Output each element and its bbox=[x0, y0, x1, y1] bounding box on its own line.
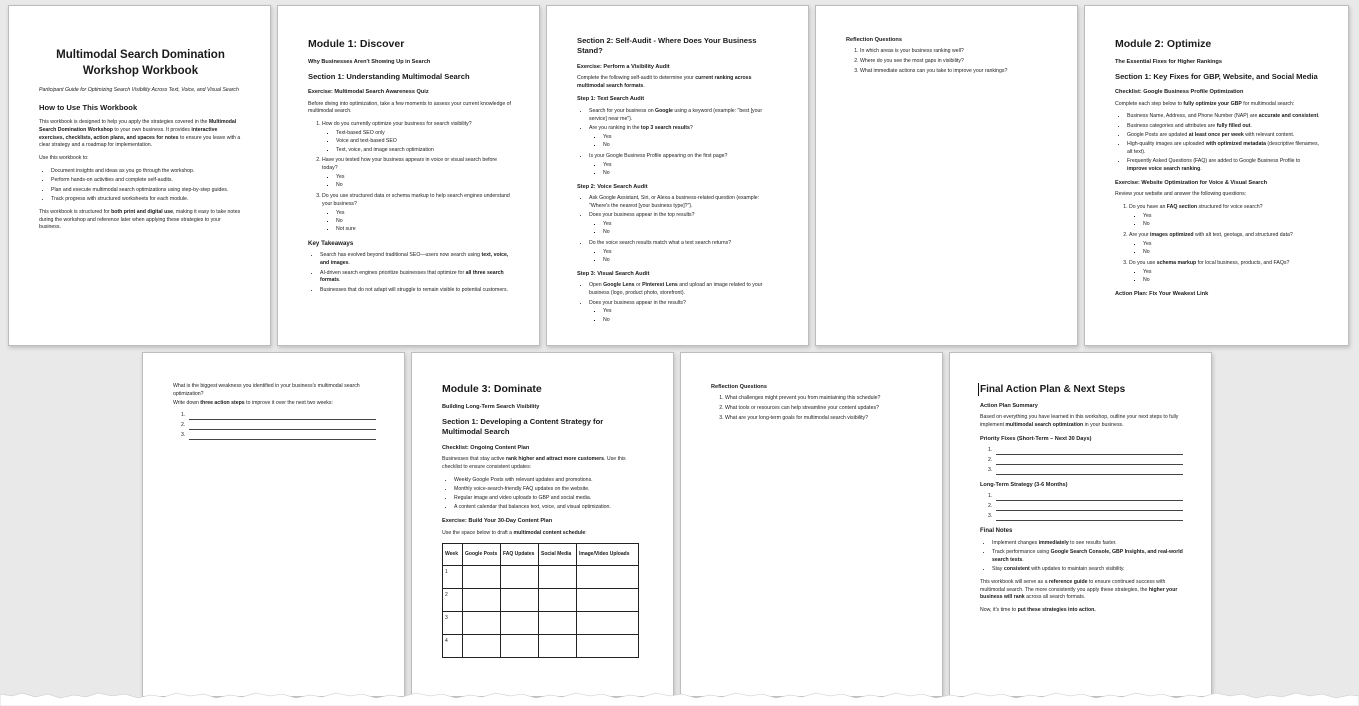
list-item bbox=[589, 108, 780, 124]
question-text: Do you use structured data or schema markup to help search engines understand your business? bbox=[322, 193, 510, 207]
text: Do the voice search results match what a text search returns? bbox=[589, 240, 732, 247]
column-header: Week bbox=[443, 544, 463, 566]
bold-text: consistent bbox=[1003, 565, 1030, 572]
table-cell[interactable] bbox=[463, 589, 501, 612]
quiz-question bbox=[322, 193, 511, 234]
write-line[interactable] bbox=[988, 493, 1183, 501]
write-line[interactable] bbox=[181, 432, 376, 440]
text: to see results faster. bbox=[1068, 539, 1117, 546]
text: ? bbox=[689, 124, 693, 131]
bold-text: schema markup bbox=[1156, 260, 1197, 267]
table-cell[interactable] bbox=[539, 635, 577, 658]
page-2-module-1 bbox=[277, 5, 540, 346]
table-cell[interactable] bbox=[539, 612, 577, 635]
list-item bbox=[1127, 113, 1320, 121]
list-item bbox=[992, 540, 1183, 548]
week-cell: 4 bbox=[443, 635, 463, 658]
text: for multimodal search: bbox=[1241, 100, 1295, 107]
table-cell[interactable] bbox=[463, 635, 501, 658]
reflection-heading: Reflection Questions bbox=[711, 384, 767, 390]
text: in your business. bbox=[1083, 422, 1124, 429]
list-item: • Track progress with structured worksheets for each module. bbox=[51, 196, 242, 204]
list-item bbox=[589, 212, 780, 237]
list-item: • A content calendar that balances text, voice, and visual optimization. bbox=[454, 504, 645, 512]
text: Complete each step below to bbox=[1115, 100, 1184, 107]
week-cell: 2 bbox=[443, 589, 463, 612]
bold-text: rank higher and attract more customers bbox=[506, 455, 605, 462]
write-line[interactable] bbox=[988, 457, 1183, 465]
page-8-reflection bbox=[680, 352, 943, 697]
option: ▪ No bbox=[1143, 249, 1320, 257]
audit-intro bbox=[577, 75, 780, 91]
table-header-row bbox=[443, 544, 639, 566]
step-2-list bbox=[589, 195, 780, 265]
write-line[interactable] bbox=[988, 467, 1183, 475]
text: . bbox=[1318, 113, 1320, 120]
option: ▪ Text, voice, and image search optimization bbox=[336, 147, 511, 155]
key-takeaways-heading: Key Takeaways bbox=[308, 240, 354, 248]
column-header: FAQ Updates bbox=[501, 544, 539, 566]
option-list bbox=[603, 162, 780, 178]
outro-paragraph bbox=[39, 209, 242, 232]
text: to ensure continued success with multimodal search. The more consistently you apply these strategies, the bbox=[980, 578, 1166, 593]
text: and upload an image related to your business (logo, product photo, storefront). bbox=[589, 282, 763, 297]
option: ▪ No bbox=[603, 142, 780, 150]
text: with updates to maintain search visibility. bbox=[1029, 565, 1125, 572]
option-list bbox=[603, 308, 780, 324]
option: ▪ Yes bbox=[603, 162, 780, 170]
text: Google Posts are updated bbox=[1127, 132, 1189, 139]
list-item bbox=[589, 153, 780, 178]
workbook-title: Multimodal Search Domination Workshop Workbook bbox=[56, 49, 225, 77]
question-text: Have you tested how your business appears in voice or visual search before today? bbox=[322, 157, 498, 172]
text: Stay bbox=[992, 565, 1004, 572]
text: Does your business appear in the results? bbox=[589, 299, 686, 306]
text: AI-driven search engines prioritize businesses that optimize for bbox=[320, 269, 466, 276]
takeaways-list bbox=[320, 252, 511, 294]
page-6-action-steps bbox=[142, 352, 405, 697]
option: ▪ No bbox=[1143, 277, 1320, 285]
column-header: Image/Video Uploads bbox=[577, 544, 639, 566]
list-item bbox=[1127, 132, 1320, 140]
list-item: 2. Where do you see the most gaps in visibility? bbox=[860, 58, 1049, 66]
list-item bbox=[589, 282, 780, 298]
bold-text: with optimized metadata bbox=[1205, 141, 1266, 148]
module-2-title: Module 2: Optimize bbox=[1115, 38, 1212, 50]
column-header: Google Posts bbox=[463, 544, 501, 566]
text: Now, it's time to bbox=[980, 607, 1018, 614]
step-3-list bbox=[589, 282, 780, 324]
page-1-cover bbox=[8, 5, 271, 346]
text: , making it easy to take notes during the workshop and reference later when applying these strategies to your business. bbox=[39, 208, 241, 231]
step-2-title: Step 2: Voice Search Audit bbox=[577, 183, 648, 190]
text: . Use this checklist to ensure consistent updates: bbox=[442, 455, 626, 470]
table-row bbox=[443, 635, 639, 658]
priority-heading: Priority Fixes (Short-Term – Next 30 Days) bbox=[980, 435, 1092, 442]
section-title: Section 2: Self-Audit - Where Does Your Business Stand? bbox=[577, 36, 757, 56]
module-3-tagline: Building Long-Term Search Visibility bbox=[442, 403, 540, 410]
blank-line bbox=[189, 424, 376, 430]
reflection-heading: Reflection Questions bbox=[846, 37, 902, 43]
bold-text: fully filled out bbox=[1216, 122, 1251, 129]
bold-text: current ranking across multimodal search formats bbox=[577, 74, 752, 89]
write-line[interactable] bbox=[988, 503, 1183, 511]
priority-lines bbox=[988, 447, 1183, 474]
checklist-title: Checklist: Ongoing Content Plan bbox=[442, 444, 530, 451]
final-notes-heading: Final Notes bbox=[980, 527, 1013, 534]
list-item bbox=[589, 125, 780, 150]
bold-text: both print and digital use bbox=[111, 208, 174, 215]
exercise-title: Exercise: Perform a Visibility Audit bbox=[577, 63, 670, 70]
option: ▪ Voice and text-based SEO bbox=[336, 138, 511, 146]
content-checklist bbox=[454, 477, 645, 513]
text: Complete the following self-audit to determine your bbox=[577, 74, 696, 81]
blank-line bbox=[996, 515, 1183, 521]
option-list bbox=[603, 221, 780, 237]
bold-text: higher your business will rank bbox=[980, 586, 1178, 601]
list-item: • Perform hands-on activities and complete self-audits. bbox=[51, 177, 242, 185]
list-item: • Regular image and video uploads to GBP and social media. bbox=[454, 495, 645, 503]
text: or bbox=[634, 282, 643, 289]
review-intro: Review your website and answer the following questions: bbox=[1115, 191, 1247, 198]
table-cell[interactable] bbox=[501, 635, 539, 658]
module-3-title: Module 3: Dominate bbox=[442, 383, 542, 395]
gbp-checklist bbox=[1127, 113, 1320, 174]
list-item: 3. What are your long-term goals for multimodal search visibility? bbox=[725, 415, 914, 423]
option-list bbox=[336, 130, 511, 154]
list-item bbox=[589, 300, 780, 325]
weakness-question: What is the biggest weakness you identified in your business's multimodal search optimization? bbox=[173, 383, 360, 397]
list-item bbox=[1127, 141, 1320, 157]
option: ▪ Yes bbox=[603, 134, 780, 142]
summary-heading: Action Plan Summary bbox=[980, 403, 1038, 409]
bold-text: multimodal content schedule bbox=[513, 529, 586, 536]
bold-text: top 3 search results bbox=[640, 124, 690, 131]
text: High-quality images are uploaded bbox=[1127, 141, 1206, 148]
text: . bbox=[1200, 166, 1202, 173]
text: . bbox=[348, 260, 350, 267]
exercise-title: Exercise: Website Optimization for Voice & Visual Search bbox=[1115, 180, 1268, 187]
step-3-title: Step 3: Visual Search Audit bbox=[577, 271, 650, 278]
section-title: Section 1: Key Fixes for GBP, Website, and Social Media bbox=[1115, 72, 1318, 82]
action-plan-title: Action Plan: Fix Your Weakest Link bbox=[1115, 290, 1209, 297]
list-item bbox=[1127, 158, 1320, 174]
schedule-intro bbox=[442, 530, 645, 538]
page-4-reflection bbox=[815, 5, 1078, 346]
bold-text: Google Lens bbox=[603, 282, 635, 289]
table-row bbox=[443, 589, 639, 612]
line-number: 3. bbox=[181, 431, 186, 438]
bold-text: images optimized bbox=[1150, 232, 1194, 239]
text: Write down bbox=[173, 399, 201, 406]
column-header: Social Media bbox=[539, 544, 577, 566]
option: ▪ No bbox=[603, 229, 780, 237]
table-cell[interactable] bbox=[539, 589, 577, 612]
table-row bbox=[443, 566, 639, 589]
table-cell[interactable] bbox=[501, 589, 539, 612]
blank-line bbox=[996, 495, 1183, 501]
checklist-title: Checklist: Google Business Profile Optimization bbox=[1115, 89, 1244, 96]
text: for local business, products, and FAQs? bbox=[1196, 260, 1290, 267]
page-7-module-3 bbox=[411, 352, 674, 697]
section-title: Section 1: Developing a Content Strategy for Multimodal Search bbox=[442, 417, 604, 437]
quiz-intro: Before diving into optimization, take a few moments to assess your current knowledge of multimodal search. bbox=[308, 100, 511, 115]
line-number: 1. bbox=[988, 447, 993, 454]
longterm-lines bbox=[988, 493, 1183, 520]
text: . bbox=[1250, 122, 1252, 129]
blank-line bbox=[996, 449, 1183, 455]
workbook-subtitle: Participant Guide for Optimizing Search Visibility Across Text, Voice, and Visual Search bbox=[39, 87, 239, 94]
option: ▪ Yes bbox=[603, 221, 780, 229]
content-plan-table bbox=[442, 543, 639, 658]
module-1-tagline: Why Businesses Aren't Showing Up in Search bbox=[308, 58, 431, 65]
bold-text: Google Search Console, GBP Insights, and real-world search tests bbox=[992, 548, 1183, 563]
text: Business Name, Address, and Phone Number (NAP) are bbox=[1127, 113, 1259, 120]
list-item bbox=[992, 566, 1183, 574]
option-list bbox=[1143, 241, 1320, 257]
option: ▪ No bbox=[336, 218, 511, 226]
intro-paragraph bbox=[39, 119, 242, 150]
list-item: 3. What immediate actions can you take to improve your rankings? bbox=[860, 68, 1049, 76]
write-line[interactable] bbox=[181, 422, 376, 430]
text: Search for your business on bbox=[589, 107, 656, 114]
option: ▪ Yes bbox=[1143, 213, 1320, 221]
text: with alt text, geotags, and structured data? bbox=[1193, 232, 1293, 239]
write-line[interactable] bbox=[988, 513, 1183, 521]
list-item: • Ask Google Assistant, Siri, or Alexa a business-related question (example: "Where's the nearest [your business type]?"). bbox=[589, 195, 780, 211]
module-2-tagline: The Essential Fixes for Higher Rankings bbox=[1115, 58, 1222, 65]
text: to your own business. It provides bbox=[112, 126, 192, 133]
checklist-intro bbox=[1115, 101, 1320, 109]
use-list bbox=[51, 168, 242, 204]
list-item bbox=[320, 252, 511, 268]
table-cell[interactable] bbox=[577, 566, 639, 589]
list-item bbox=[589, 240, 780, 265]
line-number: 2. bbox=[988, 457, 993, 464]
text: Are you ranking in the bbox=[589, 124, 641, 131]
bold-text: improve voice search ranking bbox=[1127, 166, 1201, 173]
list-item bbox=[992, 549, 1183, 565]
bold-text: fully optimize your GBP bbox=[1183, 100, 1242, 107]
action-steps-lines bbox=[181, 412, 376, 439]
text: This workbook will serve as a bbox=[980, 578, 1049, 585]
list-item: 1. What challenges might prevent you from maintaining this schedule? bbox=[725, 395, 914, 403]
list-item: • Weekly Google Posts with relevant updates and promotions. bbox=[454, 477, 645, 485]
line-number: 1. bbox=[181, 412, 186, 419]
line-number: 3. bbox=[988, 512, 993, 519]
text: Based on everything you have learned in this workshop, outline your next steps to fully implement bbox=[980, 414, 1179, 429]
text: Do you use bbox=[1129, 260, 1157, 267]
use-label: Use this workbook to: bbox=[39, 155, 89, 162]
step-1-list bbox=[589, 108, 780, 178]
reflection-list bbox=[860, 48, 1049, 75]
list-item bbox=[1127, 123, 1320, 131]
table-cell[interactable] bbox=[577, 635, 639, 658]
bold-text: Multimodal Search Domination Workshop bbox=[39, 119, 237, 133]
write-line[interactable] bbox=[181, 412, 376, 420]
option-list bbox=[603, 249, 780, 265]
final-plan-title: Final Action Plan & Next Steps bbox=[978, 383, 1183, 396]
option-list bbox=[603, 134, 780, 150]
text: to improve it over the next two weeks: bbox=[244, 399, 333, 406]
bold-text: Google bbox=[655, 107, 673, 114]
option: ▪ No bbox=[603, 317, 780, 325]
text: . bbox=[643, 82, 645, 89]
option: ▪ Yes bbox=[336, 174, 511, 182]
text: (descriptive filenames, alt text). bbox=[1127, 141, 1320, 156]
text: Frequently Asked Questions (FAQ) are added to Google Business Profile to bbox=[1127, 158, 1301, 165]
bold-text: FAQ section bbox=[1166, 204, 1198, 211]
text: Track performance using bbox=[992, 548, 1051, 555]
line-number: 2. bbox=[988, 502, 993, 509]
list-item bbox=[1129, 232, 1320, 257]
table-cell[interactable] bbox=[539, 566, 577, 589]
write-line[interactable] bbox=[988, 447, 1183, 455]
table-cell[interactable] bbox=[577, 589, 639, 612]
list-item: • Businesses that do not adapt will struggle to remain visible to potential customers. bbox=[320, 287, 511, 295]
table-cell[interactable] bbox=[463, 612, 501, 635]
text: Does your business appear in the top results? bbox=[589, 212, 695, 219]
bold-text: immediately bbox=[1038, 539, 1069, 546]
text: Implement changes bbox=[992, 539, 1039, 546]
closing-paragraph bbox=[980, 607, 1183, 615]
list-item: • Plan and execute multimodal search optimizations using step-by-step guides. bbox=[51, 187, 242, 195]
page-5-module-2 bbox=[1084, 5, 1349, 346]
text: . bbox=[339, 277, 341, 284]
bold-text: reference guide bbox=[1048, 578, 1088, 585]
text: Search has evolved beyond traditional SEO—users now search using bbox=[320, 252, 482, 259]
text: Businesses that stay active bbox=[442, 455, 507, 462]
blank-line bbox=[189, 434, 376, 440]
summary-intro bbox=[980, 414, 1183, 430]
table-cell[interactable] bbox=[501, 612, 539, 635]
text: structured for voice search? bbox=[1197, 204, 1263, 211]
option: ▪ Yes bbox=[1143, 241, 1320, 249]
list-item: 2. What tools or resources can help streamline your content updates? bbox=[725, 405, 914, 413]
table-cell[interactable] bbox=[463, 566, 501, 589]
page-3-self-audit bbox=[546, 5, 809, 346]
list-item: 1. In which areas is your business ranking well? bbox=[860, 48, 1049, 56]
text: . bbox=[1022, 556, 1024, 563]
option-list bbox=[336, 210, 511, 234]
text: This workbook is designed to help you apply the strategies covered in the bbox=[39, 119, 209, 126]
blank-line bbox=[996, 469, 1183, 475]
list-item: • Monthly voice-search-friendly FAQ updates on the website. bbox=[454, 486, 645, 494]
action-steps-prompt bbox=[173, 400, 376, 408]
module-1-title: Module 1: Discover bbox=[308, 38, 405, 50]
option: ▪ Yes bbox=[336, 210, 511, 218]
week-cell: 1 bbox=[443, 566, 463, 589]
bold-text: text, voice, and images bbox=[320, 252, 509, 267]
option-list bbox=[1143, 269, 1320, 285]
blank-line bbox=[996, 505, 1183, 511]
quiz-question bbox=[322, 121, 511, 154]
line-number: 1. bbox=[988, 493, 993, 500]
bold-text: put these strategies into action. bbox=[1017, 607, 1096, 614]
text: Is your Google Business Profile appearing on the first page? bbox=[589, 152, 728, 159]
text: Do you have an bbox=[1129, 204, 1167, 211]
final-notes-list bbox=[992, 540, 1183, 574]
option: ▪ Text-based SEO only bbox=[336, 130, 511, 138]
option: ▪ Not sure bbox=[336, 226, 511, 234]
quiz-questions bbox=[322, 121, 511, 234]
bold-text: multimodal search optimization bbox=[1005, 422, 1084, 429]
bold-text: three action steps bbox=[200, 399, 245, 406]
longterm-heading: Long-Term Strategy (3-6 Months) bbox=[980, 481, 1068, 488]
exercise-title: Exercise: Build Your 30-Day Content Plan bbox=[442, 518, 553, 525]
reference-paragraph bbox=[980, 579, 1183, 602]
option: ▪ No bbox=[336, 182, 511, 190]
text: : bbox=[585, 529, 587, 536]
option: ▪ No bbox=[603, 257, 780, 265]
blank-line bbox=[189, 414, 376, 420]
list-item bbox=[1129, 260, 1320, 285]
question-text: How do you currently optimize your business for search visibility? bbox=[322, 121, 472, 128]
text: with relevant content. bbox=[1243, 132, 1295, 139]
option: ▪ No bbox=[603, 170, 780, 178]
option: ▪ Yes bbox=[1143, 269, 1320, 277]
option: ▪ Yes bbox=[603, 308, 780, 316]
text: across all search formats. bbox=[1024, 594, 1086, 601]
torn-edge-decoration bbox=[0, 690, 1359, 706]
bold-text: at least once per week bbox=[1188, 132, 1244, 139]
bold-text: accurate and consistent bbox=[1258, 113, 1319, 120]
checklist-intro bbox=[442, 456, 645, 472]
page-9-final-plan bbox=[949, 352, 1212, 697]
option: ▪ No bbox=[1143, 221, 1320, 229]
how-to-use-heading: How to Use This Workbook bbox=[39, 102, 138, 112]
line-number: 3. bbox=[988, 466, 993, 473]
text: to ensure you leave with a clear strategy and a roadmap for implementation. bbox=[39, 134, 241, 149]
list-item: • Document insights and ideas as you go through the workshop. bbox=[51, 168, 242, 176]
section-title: Section 1: Understanding Multimodal Search bbox=[308, 72, 470, 82]
text: using a keyword (example: "best [your service] near me"). bbox=[589, 107, 763, 122]
blank-line bbox=[996, 459, 1183, 465]
table-row bbox=[443, 612, 639, 635]
table-cell[interactable] bbox=[501, 566, 539, 589]
list-item bbox=[320, 270, 511, 286]
bold-text: Pinterest Lens bbox=[642, 282, 678, 289]
exercise-title: Exercise: Multimodal Search Awareness Quiz bbox=[308, 89, 429, 96]
option: ▪ Yes bbox=[603, 249, 780, 257]
website-questions bbox=[1129, 204, 1320, 285]
option-list bbox=[336, 174, 511, 190]
table-cell[interactable] bbox=[577, 612, 639, 635]
option-list bbox=[1143, 213, 1320, 229]
text: This workbook is structured for bbox=[39, 208, 112, 215]
step-1-title: Step 1: Text Search Audit bbox=[577, 96, 645, 103]
bold-text: interactive exercises, checklists, action plans, and spaces for notes bbox=[39, 126, 218, 141]
bold-text: all three search formats bbox=[320, 269, 504, 284]
text: Business categories and attributes are bbox=[1127, 122, 1217, 129]
week-cell: 3 bbox=[443, 612, 463, 635]
quiz-question bbox=[322, 157, 511, 190]
line-number: 2. bbox=[181, 422, 186, 429]
list-item bbox=[1129, 204, 1320, 229]
text: Open bbox=[589, 282, 604, 289]
text: Are your bbox=[1129, 232, 1151, 239]
text: Use the space below to draft a bbox=[442, 529, 514, 536]
reflection-list bbox=[725, 395, 914, 422]
